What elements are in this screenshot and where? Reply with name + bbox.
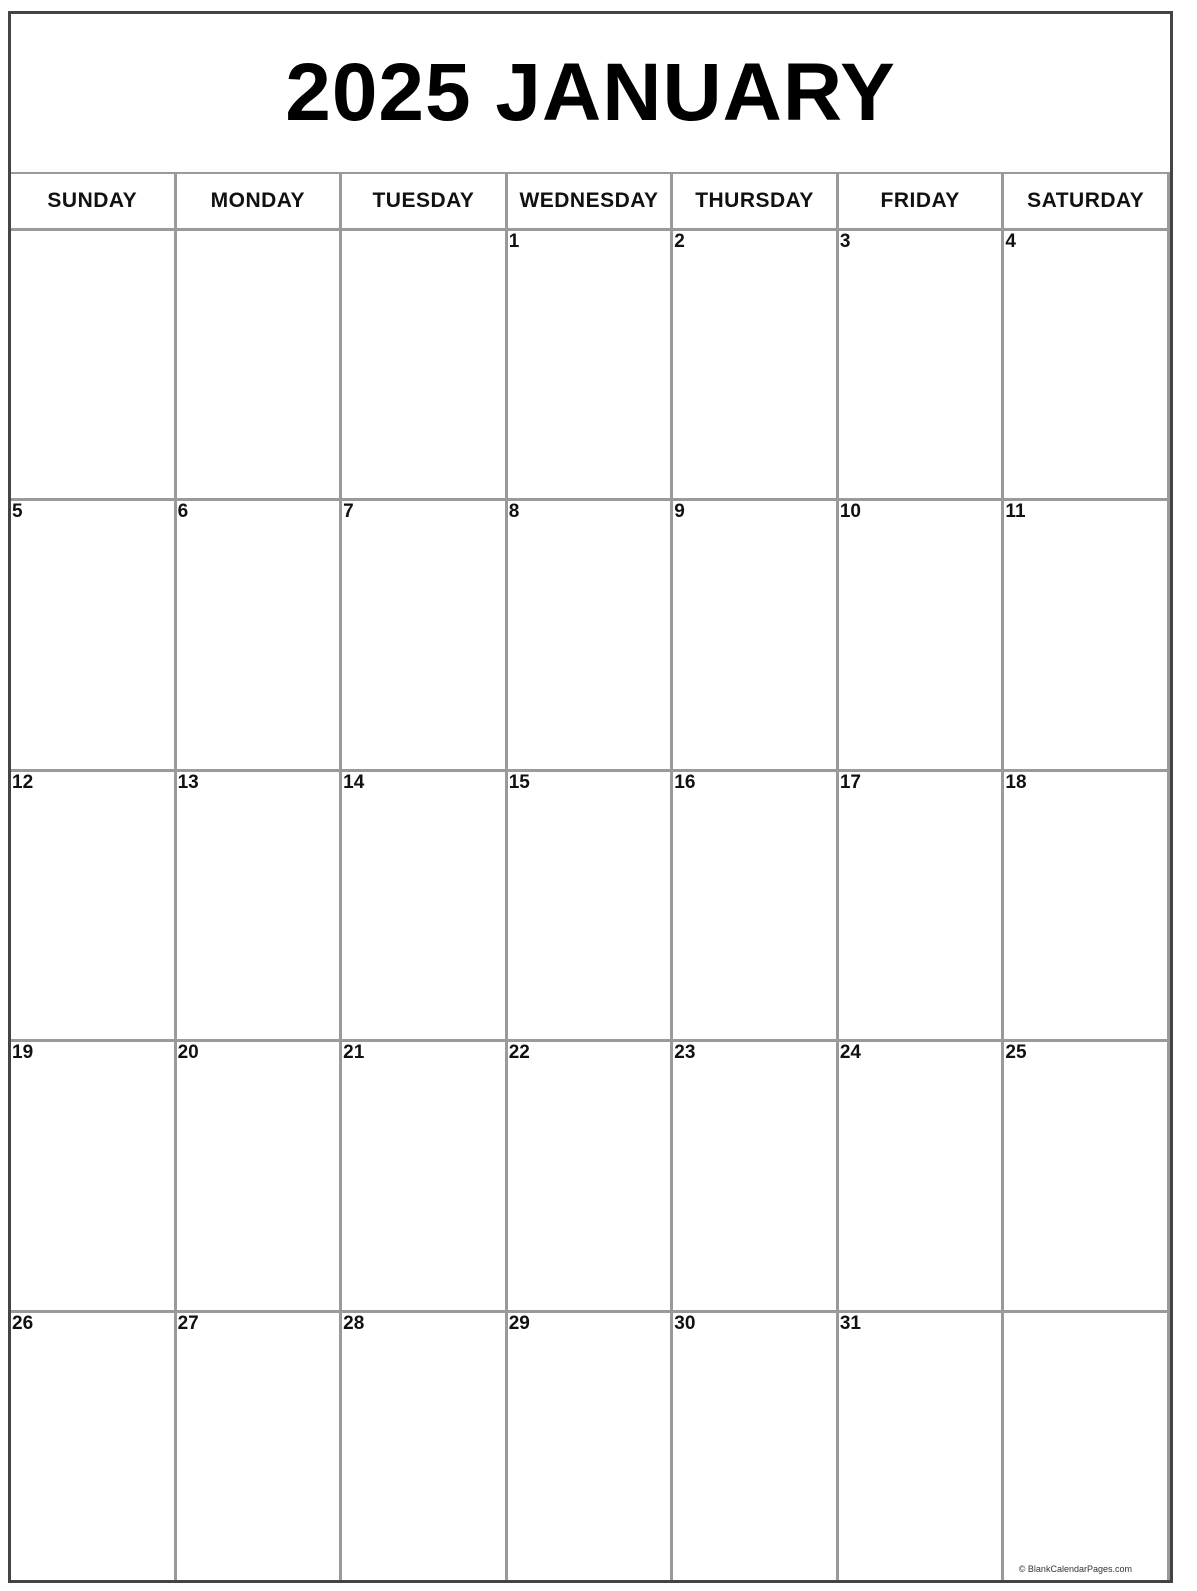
- day-cell[interactable]: [673, 501, 836, 768]
- weekday-friday: FRIDAY: [839, 174, 1002, 228]
- day-number: 26: [12, 1312, 34, 1334]
- day-cell[interactable]: [673, 231, 836, 498]
- day-number: 15: [508, 771, 530, 793]
- day-cell[interactable]: [673, 1042, 836, 1309]
- day-number: 25: [1005, 1042, 1027, 1064]
- day-cell[interactable]: [177, 231, 340, 498]
- day-number: 4: [1005, 231, 1016, 252]
- day-cell[interactable]: [673, 772, 836, 1039]
- day-cell[interactable]: [342, 1042, 505, 1309]
- day-cell[interactable]: [839, 501, 1002, 768]
- day-cell[interactable]: [342, 501, 505, 768]
- day-cell[interactable]: [11, 1042, 174, 1309]
- day-number: 14: [343, 771, 365, 793]
- day-cell[interactable]: [11, 1313, 174, 1580]
- day-cell[interactable]: [11, 231, 174, 498]
- day-number: 8: [508, 501, 520, 523]
- day-cell[interactable]: [177, 501, 340, 768]
- calendar-grid: [11, 174, 1170, 1580]
- day-number: 21: [343, 1042, 365, 1064]
- day-cell[interactable]: [508, 772, 671, 1039]
- day-number: 2: [674, 231, 685, 252]
- day-cell[interactable]: [177, 772, 340, 1039]
- day-number: 19: [12, 1042, 34, 1064]
- day-number: 11: [1005, 501, 1026, 523]
- day-cell[interactable]: [839, 231, 1002, 498]
- day-number: 30: [674, 1312, 696, 1334]
- day-number: 20: [177, 1042, 199, 1064]
- day-number: 28: [343, 1312, 365, 1334]
- day-number: 5: [12, 501, 23, 523]
- day-number: 16: [674, 771, 696, 793]
- day-cell[interactable]: [342, 772, 505, 1039]
- day-cell[interactable]: [508, 1042, 671, 1309]
- day-number: 1: [508, 231, 520, 252]
- day-cell[interactable]: [11, 501, 174, 768]
- day-cell[interactable]: [508, 231, 671, 498]
- day-cell[interactable]: [177, 1042, 340, 1309]
- day-cell[interactable]: [839, 772, 1002, 1039]
- day-cell[interactable]: [839, 1313, 1002, 1580]
- day-cell[interactable]: [508, 501, 671, 768]
- site-credit: © BlankCalendarPages.com: [1018, 1564, 1132, 1574]
- day-cell[interactable]: [11, 772, 174, 1039]
- day-number: 17: [839, 771, 861, 793]
- weekday-saturday: SATURDAY: [1004, 174, 1167, 228]
- day-cell[interactable]: [1004, 501, 1167, 768]
- calendar-page: [8, 11, 1173, 1583]
- day-number: 24: [839, 1042, 861, 1064]
- weekday-wednesday: WEDNESDAY: [508, 174, 671, 228]
- day-number: 6: [177, 501, 189, 523]
- day-number: 31: [839, 1312, 861, 1334]
- weekday-monday: MONDAY: [177, 174, 340, 228]
- day-cell[interactable]: [1004, 772, 1167, 1039]
- day-cell[interactable]: [177, 1313, 340, 1580]
- day-cell[interactable]: [508, 1313, 671, 1580]
- day-number: 18: [1005, 771, 1027, 793]
- weekday-tuesday: TUESDAY: [342, 174, 505, 228]
- weekday-thursday: THURSDAY: [673, 174, 836, 228]
- day-cell[interactable]: [1004, 1042, 1167, 1309]
- day-number: 13: [177, 771, 199, 793]
- day-number: 9: [674, 501, 685, 523]
- day-cell[interactable]: [1004, 231, 1167, 498]
- day-cell[interactable]: [1004, 1313, 1167, 1580]
- day-number: 10: [839, 501, 861, 523]
- day-number: 3: [839, 231, 851, 252]
- day-cell[interactable]: [342, 231, 505, 498]
- day-number: 7: [343, 501, 354, 523]
- weekday-sunday: SUNDAY: [11, 174, 174, 228]
- day-cell[interactable]: [839, 1042, 1002, 1309]
- calendar-title: 2025 JANUARY: [11, 14, 1170, 174]
- day-number: 22: [508, 1042, 530, 1064]
- day-number: 29: [508, 1312, 530, 1334]
- day-cell[interactable]: [673, 1313, 836, 1580]
- day-cell[interactable]: [342, 1313, 505, 1580]
- day-number: 23: [674, 1042, 696, 1064]
- day-number: 27: [177, 1312, 199, 1334]
- day-number: 12: [12, 771, 34, 793]
